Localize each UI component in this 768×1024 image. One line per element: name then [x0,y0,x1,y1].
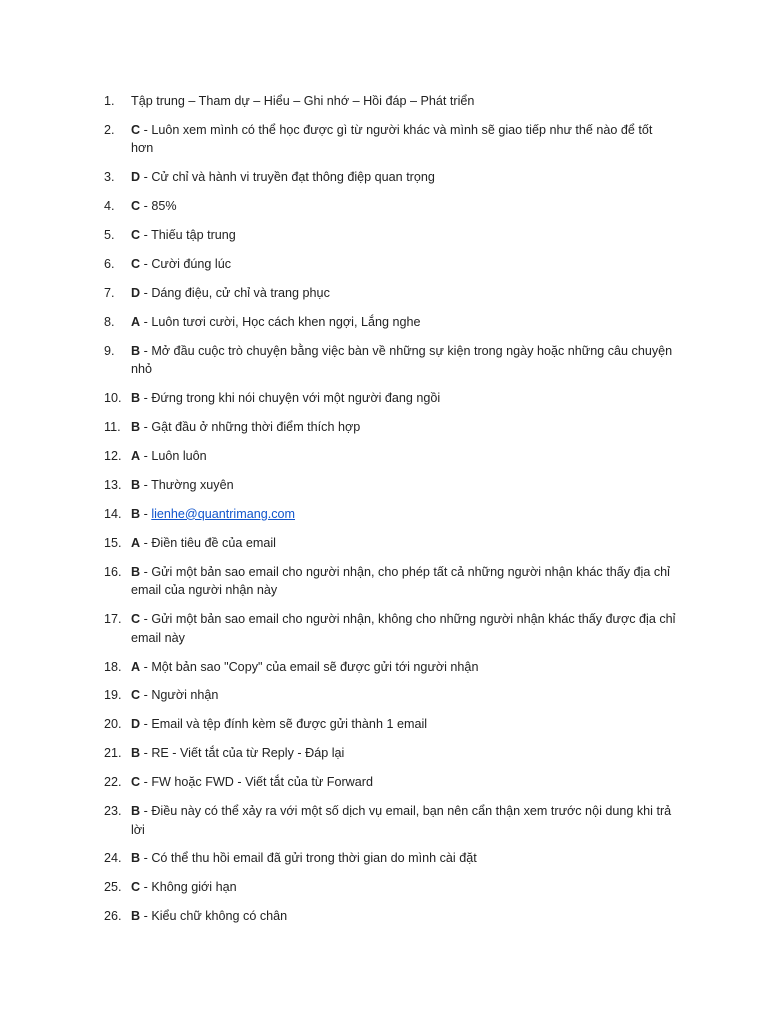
item-number: 5. [104,228,115,243]
answer-choice: B [131,477,141,492]
list-item [104,389,678,408]
list-item [104,226,678,245]
item-number: 12. [104,448,122,463]
answer-list [104,92,678,936]
separator: - [140,659,152,674]
item-number: 24. [104,851,122,866]
separator: - [140,746,152,761]
list-item [104,878,678,897]
separator: - [140,535,152,550]
separator: - [140,880,152,895]
separator: - [140,420,152,435]
item-text: Dáng điệu, cử chỉ và trang phục [151,285,330,300]
list-item [104,92,678,111]
answer-choice: A [131,448,141,463]
separator: - [140,477,152,492]
answer-choice: C [131,688,141,703]
item-text: Đứng trong khi nói chuyện với một người đang ngồi [151,391,441,406]
separator: - [140,506,152,521]
separator: - [140,564,152,579]
item-number: 17. [104,612,122,627]
list-item [104,534,678,553]
item-number: 21. [104,746,122,761]
item-text: Gửi một bản sao email cho người nhận, không cho những người nhận khác thấy được địa chỉ email này [131,612,676,645]
item-number: 20. [104,717,122,732]
separator: - [140,612,152,627]
separator: - [140,122,152,137]
list-item [104,255,678,274]
item-number: 22. [104,775,122,790]
item-text: Luôn tươi cười, Học cách khen ngợi, Lắng nghe [151,314,421,329]
separator: - [140,199,152,214]
answer-choice: C [131,122,141,137]
item-text: 85% [151,199,177,214]
item-text: Điền tiêu đề của email [151,535,276,550]
answer-choice: C [131,228,141,243]
item-text: Một bản sao "Copy" của email sẽ được gửi tới người nhận [151,659,479,674]
list-item [104,505,678,524]
answer-choice: B [131,420,141,435]
answer-choice: D [131,285,141,300]
item-number: 15. [104,535,122,550]
list-item [104,342,678,379]
separator: - [140,688,152,703]
item-text: Gửi một bản sao email cho người nhận, cho phép tất cả những người nhận khác thấy địa chỉ email của người nhận này [131,564,670,598]
item-number: 25. [104,880,122,895]
answer-choice: A [131,535,141,550]
answer-choice: B [131,564,141,579]
item-number: 16. [104,564,122,579]
answer-choice: B [131,506,141,521]
list-item [104,476,678,495]
separator: - [140,775,152,790]
item-number: 11. [104,420,121,435]
item-text: Có thể thu hồi email đã gửi trong thời gian do mình cài đặt [151,851,477,866]
answer-choice: B [131,746,141,761]
item-text: Thường xuyên [151,477,234,492]
list-item [104,658,678,677]
item-number: 19. [104,688,122,703]
separator: - [140,717,152,732]
item-text: Kiểu chữ không có chân [151,909,288,924]
item-number: 10. [104,391,122,406]
answer-choice: B [131,391,141,406]
list-item [104,773,678,792]
answer-choice: C [131,775,141,790]
item-text: Điều này có thể xảy ra với một số dịch vụ email, bạn nên cẩn thận xem trước nội dung khi trả lời [131,803,672,837]
answer-choice: C [131,257,141,272]
item-number: 9. [104,343,115,358]
item-text: Người nhận [151,688,219,703]
separator: - [140,448,152,463]
list-item [104,907,678,926]
item-number: 8. [104,314,115,329]
separator: - [140,391,152,406]
separator: - [140,314,152,329]
email-link[interactable]: lienhe@quantrimang.com [151,506,296,521]
separator: - [140,170,152,185]
item-text: RE - Viết tắt của từ Reply - Đáp lại [151,746,345,761]
separator: - [140,803,152,818]
item-number: 18. [104,659,122,674]
item-number: 3. [104,170,115,185]
answer-choice: B [131,803,141,818]
item-number: 6. [104,257,115,272]
item-number: 4. [104,199,115,214]
list-item [104,849,678,868]
item-text: Cười đúng lúc [151,257,232,272]
item-number: 14. [104,506,122,521]
item-text: Mở đầu cuộc trò chuyện bằng việc bàn về những sự kiện trong ngày hoặc những câu chuyện nhỏ [131,343,673,377]
list-item [104,418,678,437]
item-text: Tập trung – Tham dự – Hiểu – Ghi nhớ – Hồi đáp – Phát triển [131,94,475,108]
separator: - [140,285,152,300]
list-item [104,284,678,303]
list-item [104,168,678,187]
list-item [104,610,678,647]
item-text: Không giới hạn [151,880,237,895]
answer-choice: A [131,659,141,674]
separator: - [140,851,152,866]
answer-choice: C [131,612,141,627]
list-item [104,121,678,158]
item-number: 2. [104,122,115,137]
answer-choice: D [131,170,141,185]
answer-choice: D [131,717,141,732]
answer-choice: C [131,199,141,214]
answer-choice: B [131,851,141,866]
item-text: FW hoặc FWD - Viết tắt của từ Forward [151,775,373,790]
item-text: Email và tệp đính kèm sẽ được gửi thành 1 email [151,717,428,732]
separator: - [140,909,152,924]
item-number: 1. [104,94,115,108]
list-item [104,686,678,705]
item-text: Luôn xem mình có thể học được gì từ người khác và mình sẽ giao tiếp như thế nào để tốt hơn [131,122,653,156]
list-item [104,715,678,734]
separator: - [140,257,152,272]
list-item [104,563,678,600]
item-text: Luôn luôn [151,448,207,463]
list-item [104,802,678,839]
separator: - [140,228,152,243]
item-number: 26. [104,909,122,924]
list-item [104,313,678,332]
item-number: 7. [104,285,115,300]
item-number: 23. [104,803,122,818]
answer-choice: B [131,909,141,924]
item-number: 13. [104,477,122,492]
item-text: Gật đầu ở những thời điểm thích hợp [151,420,361,435]
list-item [104,744,678,763]
separator: - [140,343,152,358]
item-text: Cử chỉ và hành vi truyền đạt thông điệp quan trọng [151,170,435,185]
answer-choice: A [131,314,141,329]
item-text: Thiếu tập trung [151,228,236,243]
answer-choice: C [131,880,141,895]
list-item [104,197,678,216]
answer-choice: B [131,343,141,358]
list-item [104,447,678,466]
